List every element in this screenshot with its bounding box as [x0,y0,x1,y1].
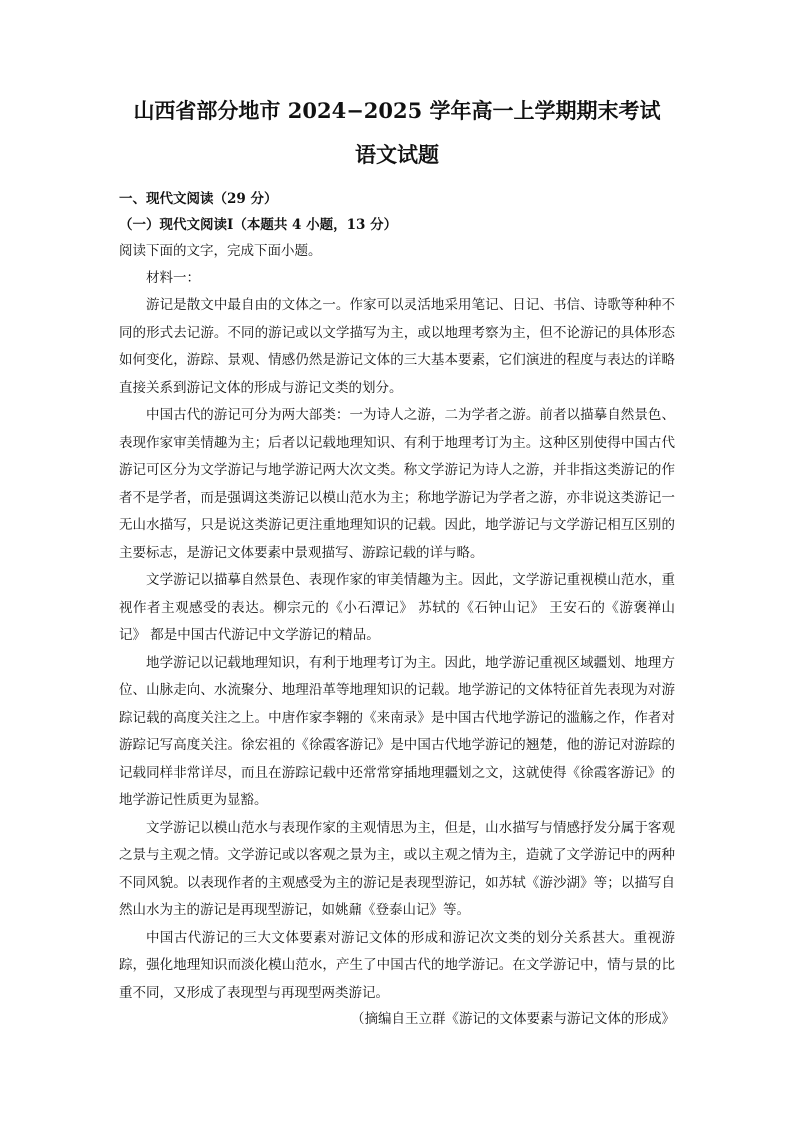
body-paragraph: 中国古代游记的三大文体要素对游记文体的形成和游记次文类的划分关系甚大。重视游踪，强化地理知识而淡化模山范水，产生了中国古代的地学游记。在文学游记中，情与景的比重不同，又形成了表现型与再现型两类游记。 [119,929,675,1001]
instruction-text: 阅读下面的文字，完成下面小题。 [119,243,322,259]
section-heading: 一、现代文阅读（29 分） [119,191,278,207]
material-label: 材料一： [146,270,200,286]
body-paragraph: 地学游记以记载地理知识，有利于地理考订为主。因此，地学游记重视区域疆划、地理方位、山脉走向、水流聚分、地理沿革等地理知识的记载。地学游记的文体特征首先表现为对游踪记载的高度关注之上。中唐作家李翱的《来南录》是中国古代地学游记的滥觞之作，作者对游踪记写高度关注。徐宏祖的《徐霞客游记》是中国古代地学游记的翘楚，他的游记对游踪的记载同样非常详尽，而且在游踪记载中还常常穿插地理疆划之文，这就使得《徐霞客游记》的地学游记性质更为显豁。 [119,654,675,808]
body-paragraph: 文学游记以模山范水与表现作家的主观情思为主，但是，山水描写与情感抒发分属于客观之景与主观之情。文学游记或以客观之景为主，或以主观之情为主，造就了文学游记中的两种不同风貌。以表现作者的主观感受为主的游记是表现型游记，如苏轼《游沙湖》等；以描写自然山水为主的游记是再现型游记，如姚鼐《登泰山记》等。 [119,819,675,918]
body-paragraph: 游记是散文中最自由的文体之一。作家可以灵活地采用笔记、日记、书信、诗歌等种种不同的形式去记游。不同的游记或以文学描写为主，或以地理考察为主，但不论游记的具体形态如何变化，游踪、景观、情感仍然是游记文体的三大基本要素，它们演进的程度与表达的详略直接关系到游记文体的形成与游记文类的划分。 [119,297,675,396]
subsection-heading: （一）现代文阅读Ⅰ（本题共 4 小题，13 分） [119,217,398,233]
page-subtitle: 语文试题 [355,142,439,167]
body-paragraph: 文学游记以描摹自然景色、表现作家的审美情趣为主。因此，文学游记重视模山范水，重视作者主观感受的表达。柳宗元的《小石潭记》 苏轼的《石钟山记》 王安石的《游褒禅山记》 都是中国古代游记中文学游记的精品。 [119,572,675,643]
source-citation: （摘编自王立群《游记的文体要素与游记文体的形成》 [351,1011,675,1027]
exam-page [119,96,675,1030]
page-title: 山西省部分地市 2024−2025 学年高一上学期期末考试 [133,98,661,123]
body-paragraph: 中国古代的游记可分为两大部类：一为诗人之游，二为学者之游。前者以描摹自然景色、表现作家审美情趣为主；后者以记载地理知识、有利于地理考订为主。这种区别使得中国古代游记可区分为文学游记与地学游记两大次文类。称文学游记为诗人之游，并非指这类游记的作者不是学者，而是强调这类游记以模山范水为主；称地学游记为学者之游，亦非说这类游记一无山水描写，只是说这类游记更注重地理知识的记载。因此，地学游记与文学游记相互区别的主要标志，是游记文体要素中景观描写、游踪记载的详与略。 [119,407,675,561]
